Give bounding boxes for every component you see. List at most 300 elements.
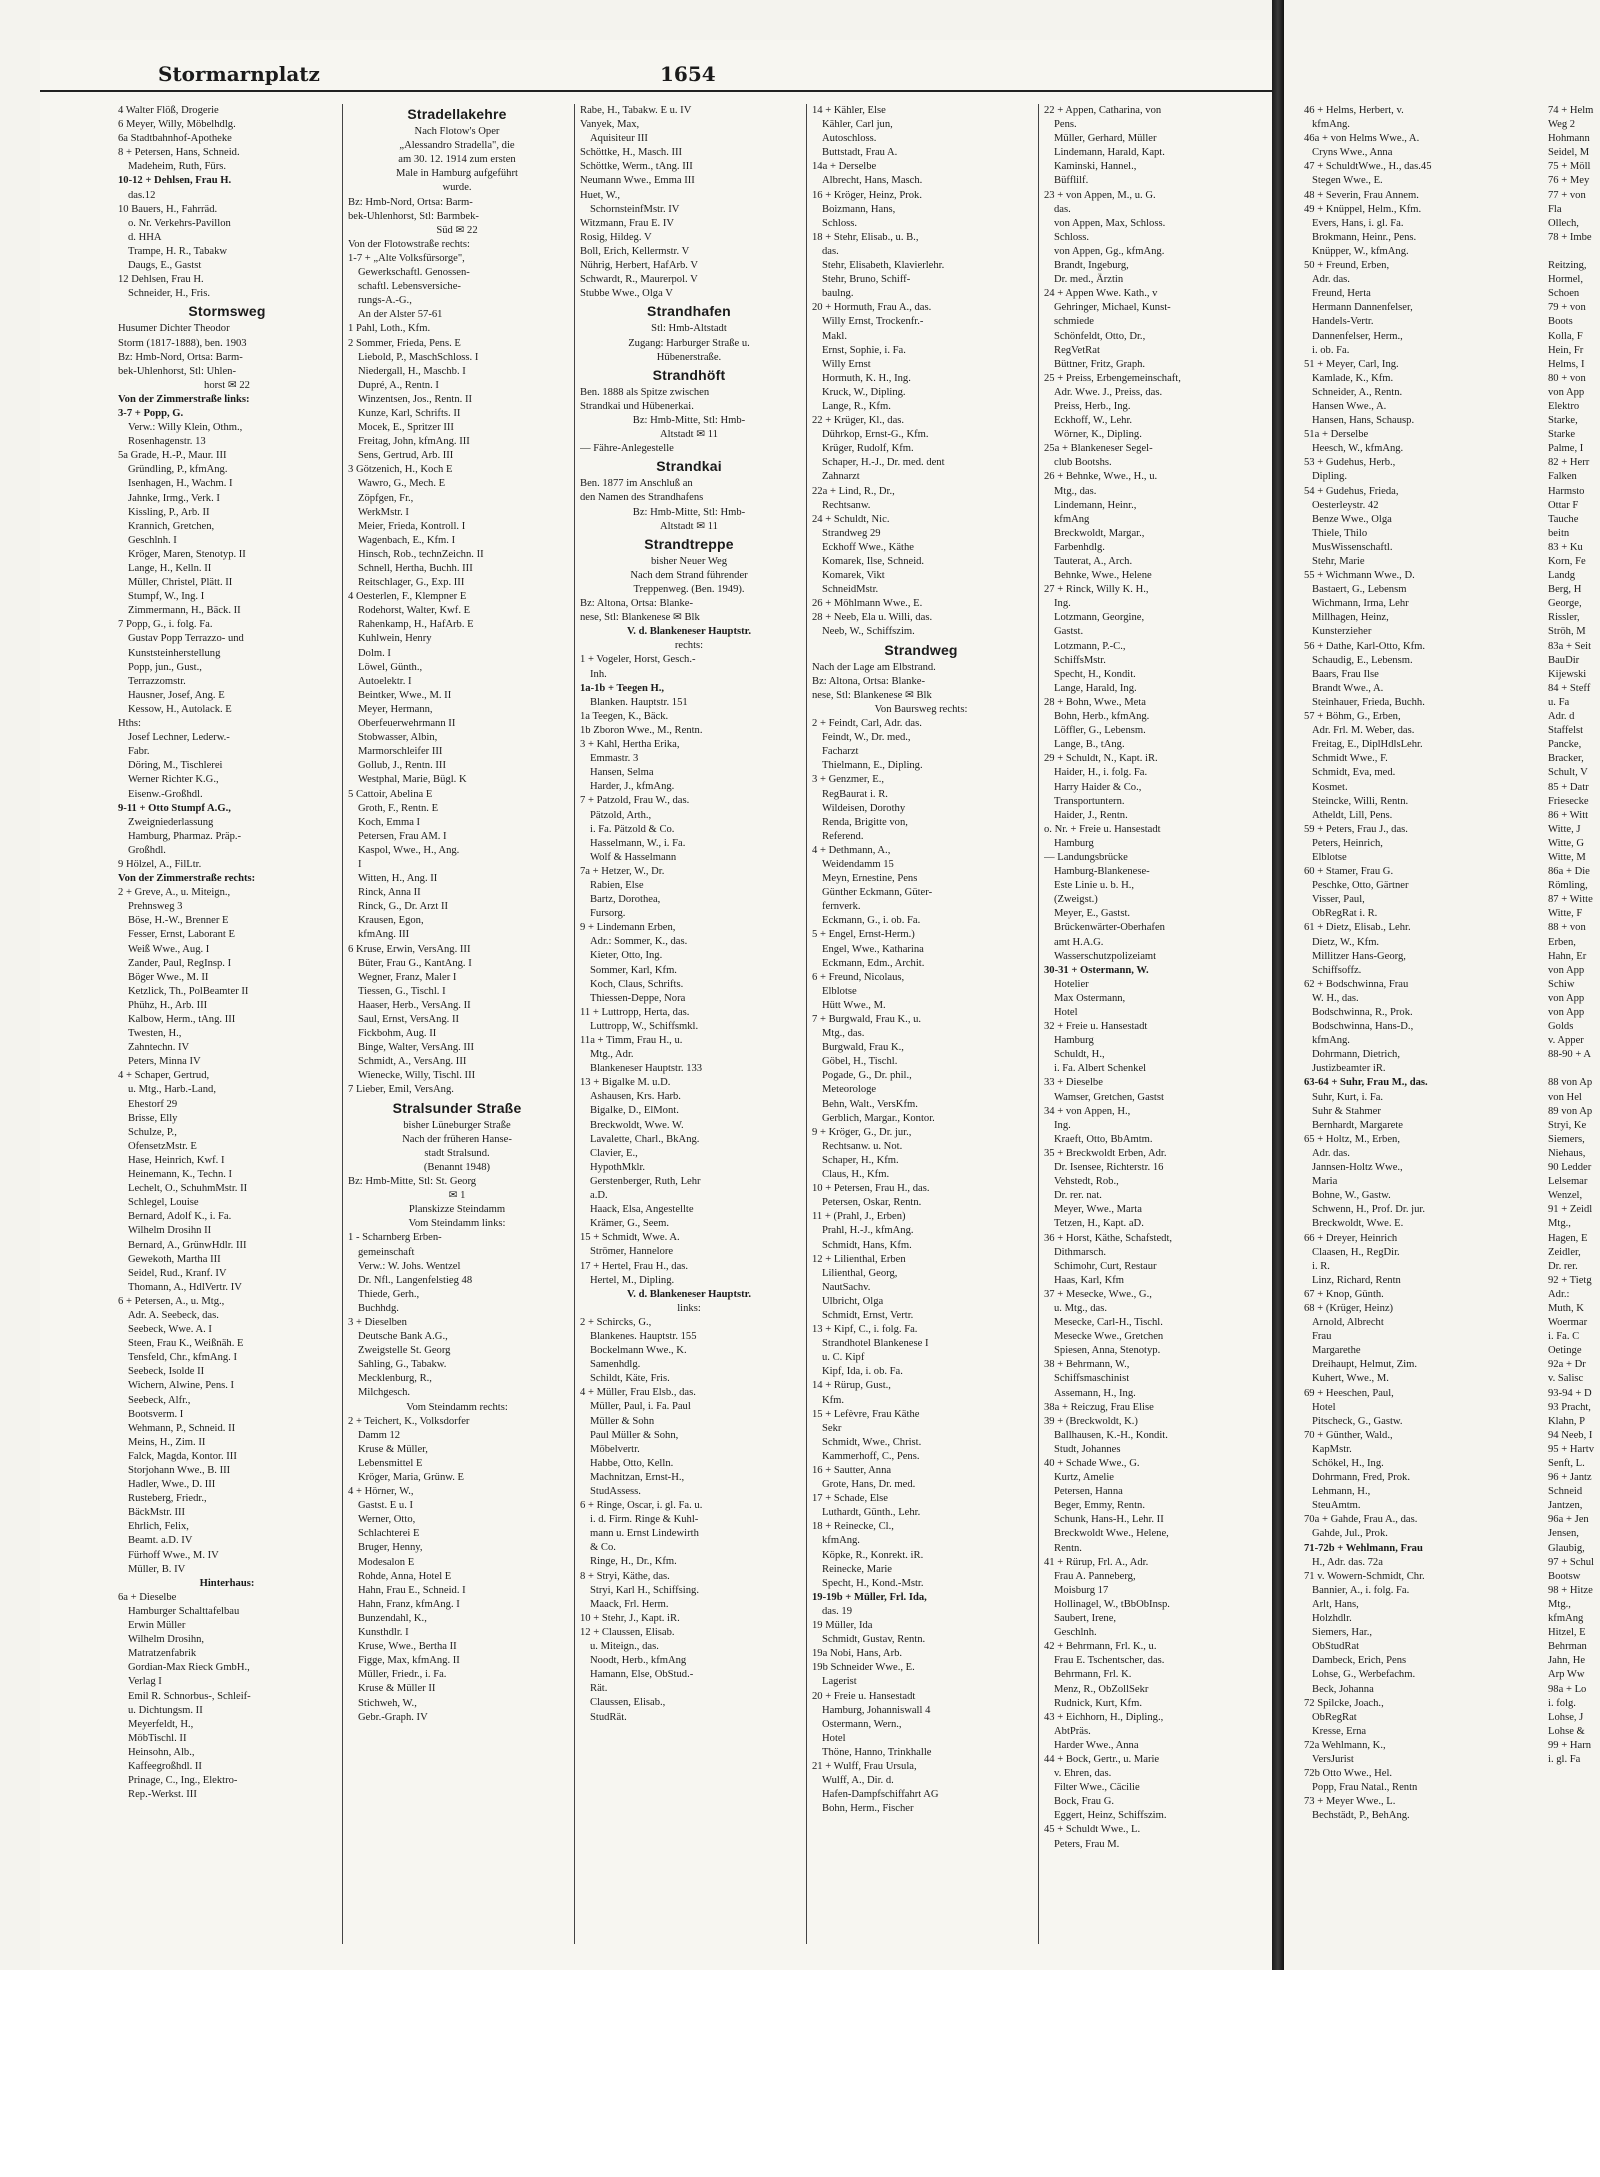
address-entry: Strandkai und Hübenerkai. xyxy=(580,400,694,412)
street-heading: Stormsweg xyxy=(188,303,266,320)
resident-entry: Haider, J., Rentn. xyxy=(1054,809,1128,821)
resident-entry: Kraeft, Otto, BbAmtm. xyxy=(1054,1133,1153,1145)
next-page-edge-column xyxy=(1548,104,1600,1767)
address-entry: 67 + Knop, Günth. xyxy=(1304,1288,1384,1300)
street-heading: Stralsunder Straße xyxy=(392,1099,522,1116)
resident-entry: Samenhdlg. xyxy=(590,1359,641,1371)
edge-fragment: 79 + von xyxy=(1548,302,1586,314)
address-entry: Hübenerstraße. xyxy=(656,351,722,363)
resident-entry: Lilienthal, Georg, xyxy=(822,1267,898,1279)
address-entry: 18 + Reinecke, Cl., xyxy=(812,1521,894,1533)
edge-fragment: kfmAng xyxy=(1548,1613,1584,1625)
address-entry: V. d. Blankeneser Hauptstr. xyxy=(626,1288,751,1300)
address-entry: 51a + Derselbe xyxy=(1304,429,1369,441)
address-entry: 22a + Lind, R., Dr., xyxy=(812,485,895,497)
resident-entry: Claus, H., Kfm. xyxy=(822,1169,890,1181)
resident-entry: Wagenbach, E., Kfm. I xyxy=(358,534,456,546)
address-entry: 1 Pahl, Loth., Kfm. xyxy=(348,323,431,335)
address-entry: 4 Walter Flöß, Drogerie xyxy=(118,105,219,116)
edge-fragment: 93-94 + D xyxy=(1548,1387,1592,1399)
resident-entry: Schmidt Wwe., F. xyxy=(1312,753,1388,765)
resident-entry: Seebeck, Isolde II xyxy=(128,1366,205,1378)
resident-entry: Sens, Gertrud, Arb. III xyxy=(358,450,454,462)
resident-entry: Meyer, Hermann, xyxy=(358,703,433,715)
resident-entry: Krüger, Rudolf, Kfm. xyxy=(822,443,914,455)
edge-fragment: Korn, Fe xyxy=(1548,556,1586,567)
street-heading: Stradellakehre xyxy=(407,106,507,122)
edge-fragment: Niehaus, xyxy=(1548,1147,1586,1159)
resident-entry: Tiessen, G., Tischl. I xyxy=(358,985,446,997)
resident-entry: Stehr, Elisabeth, Klavierlehr. xyxy=(822,260,945,272)
edge-fragment: i. gl. Fa xyxy=(1548,1753,1581,1765)
resident-entry: Schmidt, Eva, med. xyxy=(1312,767,1396,779)
resident-entry: schaftl. Lebensversiche- xyxy=(358,281,461,293)
resident-entry: Weiß Wwe., Aug. I xyxy=(128,943,210,955)
resident-entry: Kalbow, Herm., tAng. III xyxy=(128,1014,236,1025)
resident-entry: Mocek, E., Spritzer III xyxy=(358,422,454,434)
edge-fragment: 96 + Jantz xyxy=(1548,1472,1592,1484)
resident-entry: Wichmann, Irma, Lehr xyxy=(1312,598,1409,610)
resident-entry: Behn, Walt., VersKfm. xyxy=(822,1098,918,1110)
address-entry: am 30. 12. 1914 zum ersten xyxy=(398,154,516,166)
resident-entry: Milchgesch. xyxy=(358,1387,411,1399)
resident-entry: Wienecke, Willy, Tischl. III xyxy=(358,1070,476,1082)
address-entry: 3 + Dieselben xyxy=(348,1316,407,1328)
resident-entry: Zander, Paul, RegInsp. I xyxy=(128,957,232,969)
resident-entry: Schunk, Hans-H., Lehr. II xyxy=(1054,1514,1164,1526)
address-entry: 17 + Hertel, Frau H., das. xyxy=(580,1260,689,1272)
address-entry: 73 + Meyer Wwe., L. xyxy=(1304,1796,1396,1808)
edge-fragment: 89 von Ap xyxy=(1548,1105,1593,1117)
resident-entry: Frau xyxy=(1312,1331,1332,1343)
resident-entry: Dr. med., Ärztin xyxy=(1054,274,1124,286)
resident-entry: Harry Haider & Co., xyxy=(1054,781,1142,793)
column-4 xyxy=(812,104,1030,1816)
resident-entry: Gordian-Max Rieck GmbH., xyxy=(128,1662,250,1674)
edge-fragment: Lelsemar xyxy=(1548,1176,1588,1188)
resident-entry: Stumpf, W., Ing. I xyxy=(128,591,205,603)
resident-entry: Ing. xyxy=(1054,598,1071,610)
resident-entry: Adr. Frl. M. Weber, das. xyxy=(1312,725,1415,737)
resident-entry: Wasserschutzpolizeiamt xyxy=(1054,950,1157,962)
page-header xyxy=(40,60,1272,92)
resident-entry: Werner Richter K.G., xyxy=(128,774,219,786)
resident-entry: Ashausen, Krs. Harb. xyxy=(590,1091,681,1103)
resident-entry: Bohne, W., Gastw. xyxy=(1312,1190,1391,1202)
address-entry: Bz: Hmb-Nord, Ortsa: Barm- xyxy=(118,351,243,363)
address-entry: 10 + Petersen, Frau H., das. xyxy=(812,1183,930,1195)
resident-entry: Hansen Wwe., A. xyxy=(1312,400,1387,412)
resident-entry: SchiffsMstr. xyxy=(1054,654,1106,666)
resident-entry: Luttropp, W., Schiffsmkl. xyxy=(590,1020,699,1032)
edge-fragment: Wenzel, xyxy=(1548,1190,1583,1202)
resident-entry: Seidel, Rud., Kranf. IV xyxy=(128,1267,227,1279)
resident-entry: Schmidt, Gustav, Rentn. xyxy=(822,1634,926,1646)
edge-fragment: 91 + Zeidl xyxy=(1548,1204,1593,1216)
resident-entry: Meteorologe xyxy=(822,1084,877,1096)
address-entry: Ben. 1877 im Anschluß an xyxy=(580,478,693,490)
resident-entry: Max Ostermann, xyxy=(1054,992,1126,1004)
address-entry: 9-11 + Otto Stumpf A.G., xyxy=(118,802,231,814)
address-entry: 7a + Hetzer, W., Dr. xyxy=(580,865,665,877)
resident-entry: Thiede, Gerh., xyxy=(358,1288,420,1300)
resident-entry: das.12 xyxy=(128,189,156,201)
resident-entry: Bodschwinna, R., Prok. xyxy=(1312,1007,1413,1018)
resident-entry: Bernard, A., GrünwHdlr. III xyxy=(128,1239,247,1251)
address-entry: 14a + Derselbe xyxy=(812,161,877,173)
edge-fragment: Adr. d xyxy=(1548,711,1575,723)
address-entry: Bz: Hmb-Mitte, Stl: Hmb- xyxy=(632,414,746,426)
address-entry: horst ✉ 22 xyxy=(204,379,250,391)
resident-entry: Hollinagel, W., tBbObInsp. xyxy=(1054,1598,1170,1610)
resident-entry: Frau E. Tschentscher, das. xyxy=(1054,1655,1165,1667)
resident-entry: ObRegRat i. R. xyxy=(1312,908,1378,920)
address-entry: 2 + Feindt, Carl, Adr. das. xyxy=(812,718,922,730)
resident-entry: Stehr, Bruno, Schiff- xyxy=(822,274,911,286)
resident-entry: Rinck, G., Dr. Arzt II xyxy=(358,901,449,913)
resident-entry: Haack, Elsa, Angestellte xyxy=(590,1204,694,1216)
resident-entry: Makl. xyxy=(822,330,848,342)
edge-fragment: Helms, I xyxy=(1548,358,1585,370)
resident-entry: Mesecke, Carl-H., Tischl. xyxy=(1054,1317,1163,1329)
resident-entry: Müller & Sohn xyxy=(590,1415,655,1427)
address-entry: nese, Stl: Blankenese ✉ Blk xyxy=(812,689,932,701)
resident-entry: das. 19 xyxy=(822,1605,853,1617)
edge-fragment: Hein, Fr xyxy=(1548,344,1584,356)
resident-entry: Wolf & Hasselmann xyxy=(590,851,677,863)
resident-entry: Kunze, Karl, Schrifts. II xyxy=(358,407,461,419)
address-entry: 22 + Krüger, Kl., das. xyxy=(812,415,905,427)
resident-entry: Reinecke, Marie xyxy=(822,1563,893,1575)
resident-entry: Hamburger Schalttafelbau xyxy=(128,1605,240,1617)
address-entry: nese, Stl: Blankenese ✉ Blk xyxy=(580,612,700,624)
edge-fragment: Starke xyxy=(1548,429,1576,441)
resident-entry: Neeb, W., Schiffszim. xyxy=(822,626,915,638)
address-entry: 70a + Gahde, Frau A., das. xyxy=(1304,1514,1418,1526)
address-entry: den Namen des Strandhafens xyxy=(580,492,704,504)
resident-entry: Holzhdlr. xyxy=(1312,1613,1352,1625)
resident-entry: Mesecke Wwe., Gretchen xyxy=(1054,1331,1164,1343)
resident-entry: Rechtsanw. xyxy=(822,499,871,511)
resident-entry: Geschlnh. xyxy=(1054,1627,1097,1639)
address-entry: Von der Zimmerstraße rechts: xyxy=(118,873,256,885)
resident-entry: Haas, Karl, Kfm xyxy=(1054,1274,1125,1286)
resident-entry: Werner, Otto, xyxy=(358,1514,416,1526)
edge-fragment: 92 + Tietg xyxy=(1548,1274,1592,1286)
resident-entry: u. C. Kipf xyxy=(822,1352,865,1364)
edge-fragment: von App xyxy=(1548,1007,1585,1018)
edge-fragment xyxy=(1548,245,1600,259)
edge-fragment: Staffelst xyxy=(1548,725,1584,737)
edge-fragment: Witte, F xyxy=(1548,908,1583,920)
resident-entry: Kuhlwein, Henry xyxy=(358,633,432,645)
resident-entry: Lindemann, Heinr., xyxy=(1054,499,1137,511)
resident-entry: Popp, Frau Natal., Rentn xyxy=(1312,1782,1418,1794)
edge-fragment: Lohse & xyxy=(1548,1725,1585,1737)
resident-entry: Schulze, P., xyxy=(128,1126,177,1138)
scan-margin xyxy=(0,1970,1600,2177)
edge-fragment: Hohmann xyxy=(1548,133,1590,145)
resident-entry: Kosmet. xyxy=(1312,781,1348,793)
resident-entry: Rudnick, Kurt, Kfm. xyxy=(1054,1697,1142,1709)
address-entry: 70 + Günther, Wald., xyxy=(1304,1429,1393,1441)
street-heading: Strandtreppe xyxy=(644,535,734,552)
resident-entry: Atheldt, Lill, Pens. xyxy=(1312,809,1393,821)
resident-entry: Meins, H., Zim. II xyxy=(128,1436,206,1448)
address-entry: o. Nr. + Freie u. Hansestadt xyxy=(1044,823,1161,835)
resident-entry: Blankeneser Hauptstr. 133 xyxy=(590,1063,703,1075)
edge-fragment: Bootsw xyxy=(1548,1570,1581,1582)
directory-page-right xyxy=(1284,40,1600,1970)
address-entry: 18 + Stehr, Elisab., u. B., xyxy=(812,231,919,243)
resident-entry: Behnke, Wwe., Helene xyxy=(1054,570,1152,582)
resident-entry: Rechtsanw. u. Not. xyxy=(822,1140,903,1152)
address-entry: 62 + Bodschwinna, Frau xyxy=(1304,978,1409,990)
address-entry: 15 + Lefèvre, Frau Käthe xyxy=(812,1408,920,1420)
address-entry: 59 + Peters, Frau J., das. xyxy=(1304,823,1408,835)
resident-entry: Thiessen-Deppe, Nora xyxy=(590,992,686,1004)
edge-fragment: 99 + Harn xyxy=(1548,1739,1592,1751)
resident-entry: Dolm. I xyxy=(358,647,391,659)
resident-entry: Twesten, H., xyxy=(128,1028,182,1040)
resident-entry: I xyxy=(358,858,362,870)
resident-entry: Hahn, Frau E., Schneid. I xyxy=(358,1584,466,1596)
address-entry: 14 + Kähler, Else xyxy=(812,105,886,116)
resident-entry: Eckmann, Edm., Archit. xyxy=(822,957,925,969)
address-entry: Neumann Wwe., Emma III xyxy=(580,175,695,187)
address-entry: 1a Teegen, K., Bäck. xyxy=(580,710,669,722)
resident-entry: Evers, Hans, i. gl. Fa. xyxy=(1312,217,1404,229)
resident-entry: Dannenfelser, Herm., xyxy=(1312,330,1403,342)
edge-fragment: 82 + Herr xyxy=(1548,457,1590,469)
resident-entry: Schmidt, Ernst, Vertr. xyxy=(822,1309,914,1321)
resident-entry: Wilhelm Drosihn, xyxy=(128,1634,205,1646)
address-entry: 16 + Kröger, Heinz, Prok. xyxy=(812,189,922,201)
resident-entry: Beck, Johanna xyxy=(1312,1683,1374,1695)
address-entry: 11 + (Prahl, J., Erben) xyxy=(812,1211,906,1223)
edge-fragment: 88-90 + A xyxy=(1548,1049,1592,1061)
edge-fragment: Lohse, J xyxy=(1548,1711,1584,1723)
resident-entry: Gollub, J., Rentn. III xyxy=(358,760,446,772)
address-entry: 4 + Müller, Frau Elsb., das. xyxy=(580,1387,696,1399)
resident-entry: Zweigstelle St. Georg xyxy=(358,1345,451,1357)
resident-entry: Lange, B., tAng. xyxy=(1054,739,1125,751)
resident-entry: Seebeck, Wwe. A. I xyxy=(128,1324,212,1336)
resident-entry: Gebr.-Graph. IV xyxy=(358,1711,428,1723)
resident-entry: VersJurist xyxy=(1312,1753,1354,1765)
resident-entry: Josef Lechner, Lederw.- xyxy=(128,732,230,744)
resident-entry: Beintker, Wwe., M. II xyxy=(358,689,452,701)
edge-fragment: Harmsto xyxy=(1548,485,1585,497)
resident-entry: Strandhotel Blankenese I xyxy=(822,1338,929,1350)
address-entry: 53 + Gudehus, Herb., xyxy=(1304,457,1396,469)
address-entry: 60 + Stamer, Frau G. xyxy=(1304,866,1394,878)
edge-fragment: Oetinge xyxy=(1548,1345,1582,1357)
address-entry: 38 + Behrmann, W., xyxy=(1044,1359,1130,1371)
resident-entry: Niedergall, H., Maschb. I xyxy=(358,365,466,377)
resident-entry: Stichweh, W., xyxy=(358,1697,417,1709)
resident-entry: Beamt. a.D. IV xyxy=(128,1535,193,1547)
resident-entry: Schnell, Hertha, Buchh. III xyxy=(358,563,473,574)
resident-entry: Kröger, Maren, Stenotyp. II xyxy=(128,548,246,560)
resident-entry: Göbel, H., Tischl. xyxy=(822,1056,898,1068)
resident-entry: kfmAng. III xyxy=(358,929,410,941)
resident-entry: Seebeck, Alfr., xyxy=(128,1394,191,1406)
resident-entry: Falck, Magda, Kontor. III xyxy=(128,1450,237,1462)
edge-fragment: 77 + von xyxy=(1548,189,1586,201)
resident-entry: Müller, Christel, Plätt. II xyxy=(128,577,233,589)
resident-entry: Kruck, W., Dipling. xyxy=(822,386,906,398)
resident-entry: Adr. das. xyxy=(1312,274,1350,286)
edge-fragment: beitn xyxy=(1548,527,1570,539)
resident-entry: Inh. xyxy=(590,668,607,680)
resident-entry: StudAssess. xyxy=(590,1486,641,1497)
resident-entry: Fesser, Ernst, Laborant E xyxy=(128,929,235,941)
edge-fragment: Siemers, xyxy=(1548,1133,1585,1145)
resident-entry: Gewerkschaftl. Genossen- xyxy=(358,267,470,279)
resident-entry: Dreihaupt, Helmut, Zim. xyxy=(1312,1359,1418,1371)
resident-entry: Günther Eckmann, Güter- xyxy=(822,887,933,899)
resident-entry: Bockelmann Wwe., K. xyxy=(590,1345,687,1357)
resident-entry: Fabr. xyxy=(128,746,150,758)
column-divider xyxy=(342,104,343,1944)
edge-fragment: 90 Ledder xyxy=(1548,1162,1592,1174)
resident-entry: Luthardt, Günth., Lehr. xyxy=(822,1507,921,1519)
resident-entry: WerkMstr. I xyxy=(358,506,409,518)
resident-entry: Harder, J., kfmAng. xyxy=(590,781,675,793)
address-entry: 66 + Dreyer, Heinrich xyxy=(1304,1232,1398,1244)
address-entry: 9 + Lindemann Erben, xyxy=(580,922,676,934)
address-entry: 3 + Kahl, Hertha Erika, xyxy=(580,739,680,751)
resident-entry: Groth, F., Rentn. E xyxy=(358,802,439,814)
address-entry: Von der Flotowstraße rechts: xyxy=(348,238,470,250)
resident-entry: Wichern, Alwine, Pens. I xyxy=(128,1380,235,1392)
resident-entry: Modesalon E xyxy=(358,1556,415,1568)
resident-entry: Kuhert, Wwe., M. xyxy=(1312,1373,1389,1385)
resident-entry: Autoschloss. xyxy=(822,133,877,145)
address-entry: 4 Oesterlen, F., Klempner E xyxy=(348,591,467,603)
resident-entry: Stobwasser, Albin, xyxy=(358,732,438,744)
edge-fragment: 98 + Hitze xyxy=(1548,1584,1593,1596)
edge-fragment: Ströh, M xyxy=(1548,626,1586,638)
address-entry: 35 + Breckwoldt Erben, Adr. xyxy=(1044,1147,1167,1159)
resident-entry: Brandt, Ingeburg, xyxy=(1054,260,1129,272)
resident-entry: rungs-A.-G., xyxy=(358,295,412,307)
edge-fragment: 86 + Witt xyxy=(1548,809,1589,821)
resident-entry: Schmidt, Wwe., Christ. xyxy=(822,1436,922,1448)
resident-entry: Böse, H.-W., Brenner E xyxy=(128,915,229,927)
resident-entry: Maack, Frl. Herm. xyxy=(590,1598,669,1610)
edge-fragment: Zeidler, xyxy=(1548,1246,1581,1258)
resident-entry: H., Adr. das. 72a xyxy=(1312,1556,1383,1568)
edge-fragment: v. Salisc xyxy=(1548,1373,1584,1385)
column-2 xyxy=(348,104,566,1725)
edge-fragment: Rissler, xyxy=(1548,612,1580,624)
resident-entry: Jannsen-Holtz Wwe., xyxy=(1312,1162,1403,1174)
resident-entry: Kresse, Erna xyxy=(1312,1725,1367,1737)
resident-entry: Gustav Popp Terrazzo- und xyxy=(128,633,244,645)
resident-entry: Hahn, Franz, kfmAng. I xyxy=(358,1598,460,1610)
resident-entry: Koch, Emma I xyxy=(358,816,421,828)
resident-entry: Geschlnh. I xyxy=(128,534,177,546)
edge-fragment: Kijewski xyxy=(1548,668,1587,680)
address-entry: 12 Dehlsen, Frau H. xyxy=(118,274,204,286)
address-entry: 1-7 + „Alte Volksfürsorge", xyxy=(348,252,465,264)
address-entry: Nach Flotow's Oper xyxy=(414,126,500,138)
resident-entry: Brückenwärter-Oberhafen xyxy=(1054,922,1165,934)
resident-entry: club Bootshs. xyxy=(1054,457,1112,469)
resident-entry: BäckMstr. III xyxy=(128,1507,186,1519)
edge-fragment: Ottar F xyxy=(1548,499,1579,511)
resident-entry: Vehstedt, Rob., xyxy=(1054,1176,1119,1188)
resident-entry: Arnold, Albrecht xyxy=(1312,1317,1384,1329)
resident-entry: Dohrmann, Fred, Prok. xyxy=(1312,1472,1410,1484)
address-entry: 1 + Vogeler, Horst, Gesch.- xyxy=(580,654,696,666)
resident-entry: Bastaert, G., Lebensm xyxy=(1312,584,1407,596)
resident-entry: Schmidt, A., VersAng. III xyxy=(358,1056,467,1068)
edge-fragment: Kolla, F xyxy=(1548,330,1583,342)
edge-fragment: Ollech, xyxy=(1548,217,1579,229)
resident-entry: i. ob. Fa. xyxy=(1312,344,1350,356)
resident-entry: Sahling, G., Tabakw. xyxy=(358,1359,447,1371)
resident-entry: das. xyxy=(1054,203,1071,215)
resident-entry: Blankenes. Hauptstr. 155 xyxy=(590,1330,697,1342)
resident-entry: Erwin Müller xyxy=(128,1620,186,1632)
resident-entry: Thiele, Thilo xyxy=(1312,527,1368,539)
resident-entry: Fickbohm, Aug. II xyxy=(358,1028,437,1040)
edge-fragment: von Hel xyxy=(1548,1091,1582,1103)
resident-entry: Ing. xyxy=(1054,1119,1071,1131)
resident-entry: Freitag, E., DiplHdlsLehr. xyxy=(1312,739,1423,751)
address-entry: 11 + Luttropp, Herta, das. xyxy=(580,1006,690,1018)
address-entry: Vom Steindamm rechts: xyxy=(406,1401,508,1413)
resident-entry: Dietz, W., Kfm. xyxy=(1312,936,1380,948)
address-entry: Nach der früheren Hanse- xyxy=(402,1133,512,1145)
address-entry: Stl: Hmb-Altstadt xyxy=(651,323,727,335)
resident-entry: Verw.: W. Johs. Wentzel xyxy=(358,1260,461,1272)
edge-fragment: v. Apper xyxy=(1548,1035,1584,1047)
edge-fragment: 78 + Imbe xyxy=(1548,231,1592,243)
address-entry: 6 + Petersen, A., u. Mtg., xyxy=(118,1295,225,1307)
resident-entry: Isenhagen, H., Wachm. I xyxy=(128,478,233,490)
resident-entry: Noodt, Herb., kfmAng xyxy=(590,1655,687,1667)
resident-entry: Bruger, Henny, xyxy=(358,1542,423,1554)
resident-entry: Weidendamm 15 xyxy=(822,858,894,870)
address-entry: 54 + Gudehus, Frieda, xyxy=(1304,485,1399,497)
resident-entry: Köpke, R., Konrekt. iR. xyxy=(822,1549,924,1561)
resident-entry: Oberfeuerwehrmann II xyxy=(358,718,456,730)
address-entry: 2 + Schircks, G., xyxy=(580,1316,652,1328)
edge-fragment: 75 + Möll xyxy=(1548,161,1591,173)
resident-entry: Machnitzan, Ernst-H., xyxy=(590,1471,685,1483)
resident-entry: Kunsthdlr. I xyxy=(358,1627,409,1639)
resident-entry: Hansen, Hans, Schausp. xyxy=(1312,415,1415,427)
resident-entry: Justizbeamter iR. xyxy=(1312,1063,1386,1075)
address-entry: 8 + Petersen, Hans, Schneid. xyxy=(118,147,240,159)
resident-entry: AbtPräs. xyxy=(1054,1725,1091,1737)
resident-entry: Renda, Brigitte von, xyxy=(822,816,908,828)
resident-entry: Meyer, E., Gastst. xyxy=(1054,908,1131,920)
resident-entry: Trampe, H. R., Tabakw xyxy=(128,245,228,257)
address-entry: bek-Uhlenhorst, Stl: Barmbek- xyxy=(348,210,479,222)
edge-fragment: Senft, L. xyxy=(1548,1458,1585,1469)
resident-entry: Buttstadt, Frau A. xyxy=(822,147,898,159)
resident-entry: Haaser, Herb., VersAng. II xyxy=(358,999,471,1011)
address-entry: — Fähre-Anlegestelle xyxy=(580,443,674,455)
address-entry: 34 + von Appen, H., xyxy=(1044,1105,1131,1117)
resident-entry: Handels-Vertr. xyxy=(1312,316,1374,328)
resident-entry: Döring, M., Tischlerei xyxy=(128,760,223,772)
